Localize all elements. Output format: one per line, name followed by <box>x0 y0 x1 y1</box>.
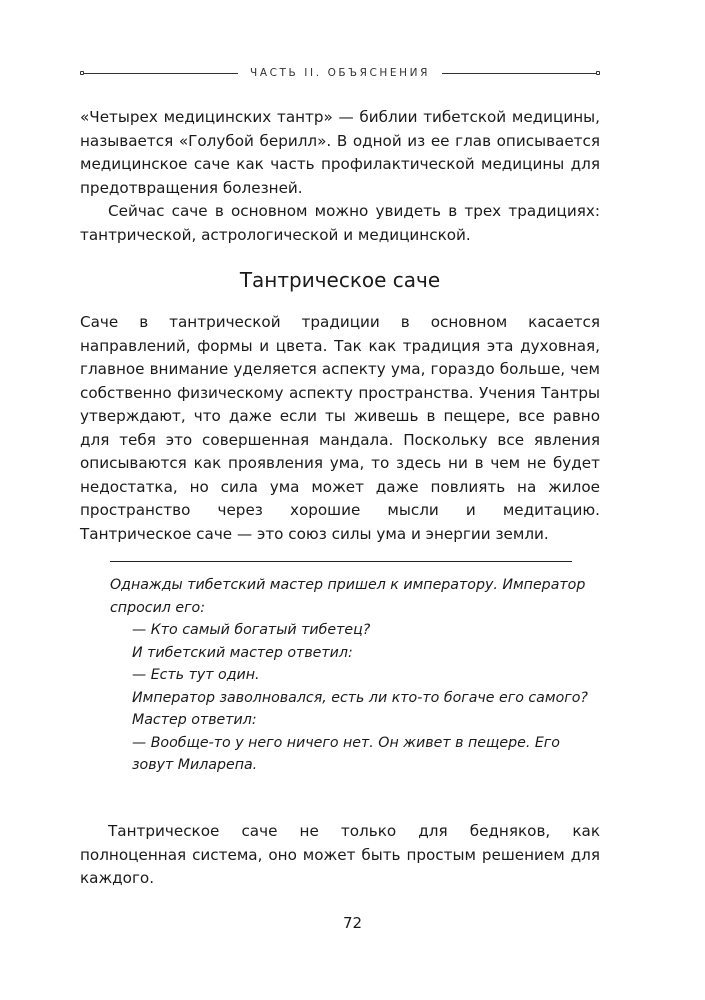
rule-line <box>84 73 238 74</box>
section-heading: Тантрическое саче <box>239 268 441 292</box>
story-quote <box>110 574 590 777</box>
rule-end-ornament <box>596 71 600 75</box>
running-header <box>80 66 600 80</box>
paragraph: «Четырех медицинских тантр» — библии тибетской медицины, называется «Голубой берилл». В одной из ее глав описывается медицинское саче как часть профилактической медицины для предотвращения болезней. <box>80 108 600 197</box>
quote-line: — Есть тут один. <box>132 667 260 683</box>
intro-text <box>80 106 600 247</box>
rule-line <box>442 73 596 74</box>
quote-line: Однажды тибетский мастер пришел к императору. Император спросил его: <box>110 577 586 616</box>
quote-line: — Вообще-то у него ничего нет. Он живет в пещере. Его зовут Миларепа. <box>132 734 560 773</box>
page-number: 72 <box>342 914 363 932</box>
quote-line: Мастер ответил: <box>132 712 257 728</box>
paragraph: Саче в тантрической традиции в основном касается направлений, формы и цвета. Так как традиция эта духовная, главное внимание уделяется аспекту ума, гораздо больше, чем собственно физическому аспекту пространства. Учения Тантры утверждают, что даже если ты живешь в пещере, все равно для тебя это совершенная мандала. Поскольку все явления описываются как проявления ума, то здесь ни в чем не будет недостатка, но сила ума может даже повлиять на жилое пространство через хорошие мысли и медитацию. Тантрическое саче — это союз силы ума и энергии земли. <box>80 313 600 543</box>
header-rule-right <box>442 71 600 75</box>
paragraph: Сейчас саче в основном можно увидеть в трех традициях: тантрической, астрологической и медицинской. <box>80 202 600 244</box>
quote-divider <box>110 561 572 562</box>
quote-line: — Кто самый богатый тибетец? <box>132 622 371 638</box>
section-body <box>80 311 600 546</box>
running-title: ЧАСТЬ II. ОБЪЯСНЕНИЯ <box>250 67 430 79</box>
closing-text <box>80 820 600 891</box>
header-rule-left <box>80 71 238 75</box>
paragraph: Тантрическое саче не только для бедняков, как полноценная система, оно может быть простым решением для каждого. <box>80 822 600 887</box>
quote-line: Император заволновался, есть ли кто-то богаче его самого? <box>132 689 588 706</box>
quote-line: И тибетский мастер ответил: <box>132 644 353 661</box>
